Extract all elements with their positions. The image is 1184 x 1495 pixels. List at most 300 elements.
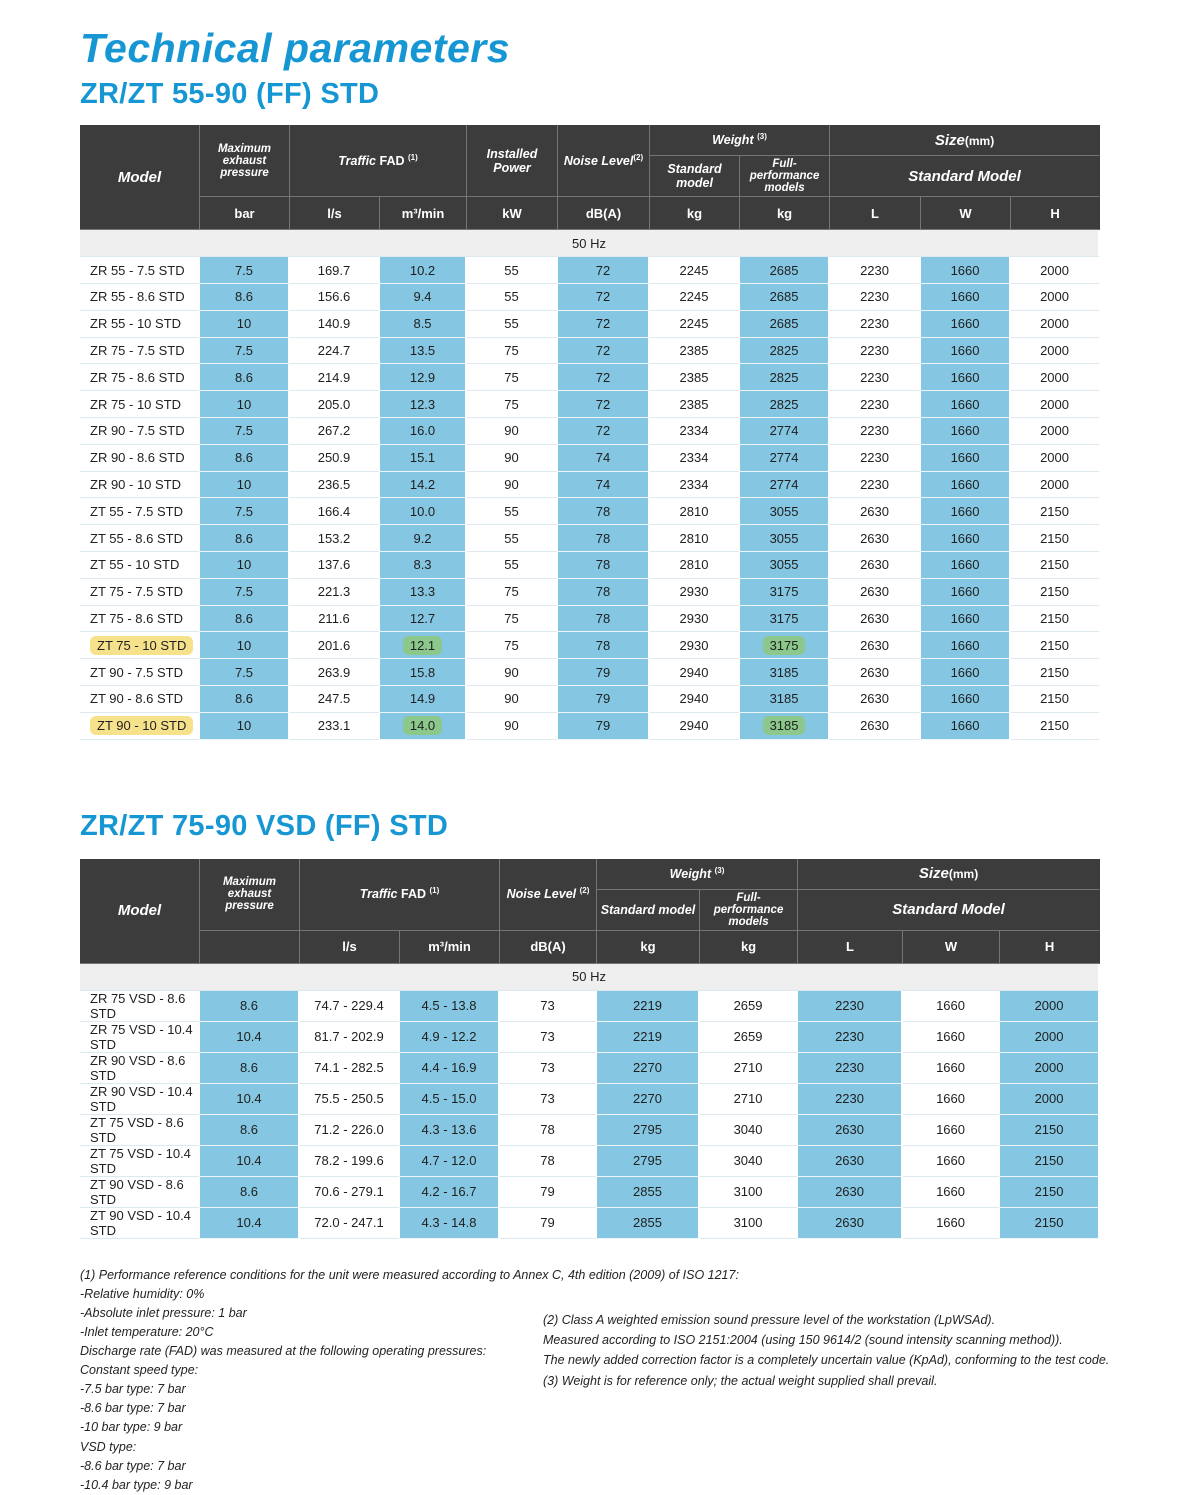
- cell-kg_full: 2710: [700, 1084, 798, 1115]
- cell-ls: 236.5: [290, 472, 380, 499]
- cell-kw: 90: [467, 686, 558, 713]
- cell-m3: 14.2: [380, 472, 467, 499]
- table-row: [80, 659, 1100, 686]
- cell-w: 1660: [903, 1084, 1000, 1115]
- cell-h: 2150: [1011, 632, 1100, 659]
- cell-kg_std: 2270: [597, 1084, 700, 1115]
- footnote-line: VSD type:: [80, 1439, 137, 1454]
- cell-l: 2630: [798, 1146, 903, 1177]
- table1-header-weight-standard: Standard model: [650, 156, 740, 197]
- unit-kg-full: kg: [740, 197, 830, 230]
- cell-model: ZR 75 - 10 STD: [80, 391, 200, 418]
- cell-kg_std: 2855: [597, 1208, 700, 1239]
- cell-kg_std: 2245: [650, 257, 740, 284]
- cell-m3: 13.5: [380, 338, 467, 365]
- cell-kg_full: 2659: [700, 1022, 798, 1053]
- cell-bar: 8.6: [200, 525, 290, 552]
- green-highlight: 3175: [763, 636, 806, 655]
- cell-bar: 7.5: [200, 418, 290, 445]
- cell-kg_std: 2270: [597, 1053, 700, 1084]
- cell-kg_full: 2685: [740, 311, 830, 338]
- cell-dba: 78: [500, 1115, 597, 1146]
- cell-ls: 250.9: [290, 445, 380, 472]
- cell-model: ZT 75 - 8.6 STD: [80, 606, 200, 633]
- cell-ls: 74.1 - 282.5: [300, 1053, 400, 1084]
- yellow-highlight: ZT 90 - 10 STD: [90, 716, 193, 735]
- cell-h: 2000: [1011, 257, 1100, 284]
- cell-bar: 10: [200, 311, 290, 338]
- cell-h: 2150: [1011, 579, 1100, 606]
- table1-header-pressure: Maximum exhaust pressure: [200, 125, 290, 197]
- table-row: [80, 472, 1100, 499]
- footnote-line: -8.6 bar type: 7 bar: [80, 1458, 186, 1473]
- cell-kg_std: 2245: [650, 284, 740, 311]
- cell-dba: 72: [558, 284, 650, 311]
- cell-ls: 81.7 - 202.9: [300, 1022, 400, 1053]
- cell-bar: 7.5: [200, 257, 290, 284]
- cell-l: 2630: [830, 606, 921, 633]
- cell-kw: 75: [467, 338, 558, 365]
- cell-w: 1660: [921, 579, 1011, 606]
- cell-kw: 75: [467, 391, 558, 418]
- cell-h: 2000: [1011, 391, 1100, 418]
- cell-m3: 12.9: [380, 364, 467, 391]
- cell-dba: 72: [558, 257, 650, 284]
- cell-ls: 72.0 - 247.1: [300, 1208, 400, 1239]
- cell-kg_std: 2810: [650, 525, 740, 552]
- cell-dba: 72: [558, 311, 650, 338]
- cell-model: ZT 90 VSD - 8.6 STD: [80, 1177, 200, 1208]
- cell-bar: 8.6: [200, 686, 290, 713]
- cell-m3: 9.4: [380, 284, 467, 311]
- cell-model: ZT 75 - 7.5 STD: [80, 579, 200, 606]
- cell-dba: 78: [558, 498, 650, 525]
- cell-m3: [380, 632, 467, 659]
- table-row: [80, 364, 1100, 391]
- cell-l: 2230: [830, 284, 921, 311]
- table1-header-noise-level: Noise Level$^{(2)}$: [558, 125, 650, 197]
- cell-h: 2000: [1011, 284, 1100, 311]
- cell-model: ZT 75 VSD - 8.6 STD: [80, 1115, 200, 1146]
- cell-l: 2630: [830, 686, 921, 713]
- cell-bar: 10: [200, 713, 290, 740]
- cell-m3: 8.3: [380, 552, 467, 579]
- cell-bar: 8.6: [200, 1115, 300, 1146]
- unit-l: L: [798, 931, 903, 964]
- cell-kw: 90: [467, 659, 558, 686]
- cell-kg_std: 2940: [650, 713, 740, 740]
- cell-w: 1660: [903, 991, 1000, 1022]
- cell-m3: 12.3: [380, 391, 467, 418]
- table1: [80, 125, 1100, 739]
- green-highlight: 12.1: [403, 636, 442, 655]
- cell-w: 1660: [903, 1208, 1000, 1239]
- cell-kg_full: 2825: [740, 391, 830, 418]
- cell-w: 1660: [921, 257, 1011, 284]
- table-row: [80, 1022, 1100, 1053]
- table2-header-size: Size(mm): [798, 859, 1100, 890]
- cell-kg_std: 2219: [597, 991, 700, 1022]
- table1-header-size: Size(mm): [830, 125, 1100, 156]
- cell-dba: 78: [558, 525, 650, 552]
- cell-bar: 8.6: [200, 445, 290, 472]
- cell-w: 1660: [921, 713, 1011, 740]
- frequency-band-label: 50 Hz: [80, 964, 1100, 991]
- cell-model: [80, 632, 200, 659]
- unit-kg-std: kg: [597, 931, 700, 964]
- cell-model: ZR 90 - 8.6 STD: [80, 445, 200, 472]
- cell-kg_full: 2685: [740, 284, 830, 311]
- cell-dba: 74: [558, 445, 650, 472]
- cell-w: 1660: [921, 472, 1011, 499]
- cell-model: ZT 55 - 8.6 STD: [80, 525, 200, 552]
- table-row: [80, 606, 1100, 633]
- cell-kg_std: 2940: [650, 686, 740, 713]
- table1-header-model: Model: [80, 125, 200, 230]
- cell-dba: 72: [558, 364, 650, 391]
- cell-dba: 79: [558, 686, 650, 713]
- cell-m3: 4.2 - 16.7: [400, 1177, 500, 1208]
- cell-m3: 13.3: [380, 579, 467, 606]
- cell-kw: 75: [467, 364, 558, 391]
- cell-ls: 78.2 - 199.6: [300, 1146, 400, 1177]
- table2-header-weight: Weight $^{(3)}$: [597, 859, 798, 890]
- cell-kw: 90: [467, 445, 558, 472]
- table-row: [80, 391, 1100, 418]
- cell-w: 1660: [921, 632, 1011, 659]
- cell-h: 2150: [1011, 552, 1100, 579]
- cell-l: 2230: [830, 364, 921, 391]
- cell-l: 2630: [830, 498, 921, 525]
- cell-m3: 15.1: [380, 445, 467, 472]
- cell-kw: 90: [467, 713, 558, 740]
- cell-model: ZR 90 - 7.5 STD: [80, 418, 200, 445]
- cell-m3: 4.3 - 13.6: [400, 1115, 500, 1146]
- cell-kg_full: 2774: [740, 445, 830, 472]
- cell-kg_std: 2795: [597, 1115, 700, 1146]
- cell-w: 1660: [921, 659, 1011, 686]
- table-row: [80, 991, 1100, 1022]
- cell-ls: 75.5 - 250.5: [300, 1084, 400, 1115]
- cell-dba: 79: [558, 713, 650, 740]
- table-row: [80, 686, 1100, 713]
- cell-h: 2000: [1011, 418, 1100, 445]
- cell-dba: 78: [558, 606, 650, 633]
- unit-l: L: [830, 197, 921, 230]
- cell-h: 2000: [1011, 364, 1100, 391]
- cell-bar: 7.5: [200, 498, 290, 525]
- table-row: [80, 338, 1100, 365]
- table2-header-weight-standard: Standard model: [597, 890, 700, 931]
- cell-kg_std: 2795: [597, 1146, 700, 1177]
- cell-l: 2230: [830, 311, 921, 338]
- table-row: [80, 1084, 1100, 1115]
- unit-bar: bar: [200, 197, 290, 230]
- cell-m3: 10.2: [380, 257, 467, 284]
- unit-kg-std: kg: [650, 197, 740, 230]
- cell-model: ZR 75 VSD - 8.6 STD: [80, 991, 200, 1022]
- cell-h: 2000: [1000, 1084, 1100, 1115]
- cell-kw: 55: [467, 284, 558, 311]
- cell-kg_full: 3055: [740, 498, 830, 525]
- cell-kg_full: 3175: [740, 579, 830, 606]
- cell-ls: 221.3: [290, 579, 380, 606]
- cell-l: 2230: [798, 1053, 903, 1084]
- cell-ls: 247.5: [290, 686, 380, 713]
- footnote-line: Constant speed type:: [80, 1363, 199, 1378]
- unit-pressure-empty: [200, 931, 300, 964]
- cell-w: 1660: [903, 1177, 1000, 1208]
- table-row: [80, 1177, 1100, 1208]
- footnote-line: -Absolute inlet pressure: 1 bar: [80, 1305, 247, 1320]
- unit-m3min: m³/min: [400, 931, 500, 964]
- cell-h: 2000: [1011, 472, 1100, 499]
- table2-header-model: Model: [80, 859, 200, 964]
- cell-model: ZR 90 - 10 STD: [80, 472, 200, 499]
- green-highlight: 14.0: [403, 716, 442, 735]
- cell-ls: 263.9: [290, 659, 380, 686]
- cell-l: 2230: [830, 418, 921, 445]
- cell-dba: 73: [500, 1084, 597, 1115]
- footnote-line: (3) Weight is for reference only; the actual weight supplied shall prevail.: [543, 1373, 938, 1388]
- cell-h: 2000: [1011, 445, 1100, 472]
- cell-kg_full: 2685: [740, 257, 830, 284]
- cell-kg_std: 2385: [650, 391, 740, 418]
- cell-kg_std: 2810: [650, 498, 740, 525]
- cell-w: 1660: [903, 1115, 1000, 1146]
- footnote-line: -Inlet temperature: 20°C: [80, 1325, 214, 1339]
- cell-model: ZR 55 - 10 STD: [80, 311, 200, 338]
- cell-ls: 205.0: [290, 391, 380, 418]
- cell-model: ZT 55 - 7.5 STD: [80, 498, 200, 525]
- table1-header-traffic-fad: Traffic FAD $^{(1)}$: [290, 125, 467, 197]
- cell-model: ZR 75 - 7.5 STD: [80, 338, 200, 365]
- unit-w: W: [903, 931, 1000, 964]
- cell-kg_full: 2825: [740, 338, 830, 365]
- cell-dba: 79: [500, 1177, 597, 1208]
- cell-w: 1660: [921, 606, 1011, 633]
- table-row: [80, 525, 1100, 552]
- cell-kg_std: 2930: [650, 632, 740, 659]
- cell-dba: 73: [500, 1022, 597, 1053]
- cell-dba: 79: [558, 659, 650, 686]
- table-row: [80, 445, 1100, 472]
- cell-l: 2630: [830, 632, 921, 659]
- cell-l: 2630: [798, 1208, 903, 1239]
- cell-m3: 4.5 - 13.8: [400, 991, 500, 1022]
- cell-model: ZT 75 VSD - 10.4 STD: [80, 1146, 200, 1177]
- yellow-highlight: ZT 75 - 10 STD: [90, 636, 193, 655]
- cell-model: ZR 55 - 7.5 STD: [80, 257, 200, 284]
- cell-bar: 8.6: [200, 606, 290, 633]
- cell-ls: 233.1: [290, 713, 380, 740]
- cell-model: ZR 75 - 8.6 STD: [80, 364, 200, 391]
- table1-header-weight: Weight $^{(3)}$: [650, 125, 830, 156]
- frequency-band-label: 50 Hz: [80, 230, 1100, 257]
- table1-body: [80, 230, 1100, 739]
- cell-bar: 7.5: [200, 338, 290, 365]
- cell-w: 1660: [921, 498, 1011, 525]
- cell-w: 1660: [921, 445, 1011, 472]
- cell-kg_std: 2334: [650, 445, 740, 472]
- cell-bar: 10: [200, 552, 290, 579]
- unit-ls: l/s: [300, 931, 400, 964]
- table-row: [80, 552, 1100, 579]
- cell-l: 2230: [830, 445, 921, 472]
- cell-model: ZT 90 - 8.6 STD: [80, 686, 200, 713]
- cell-bar: 10.4: [200, 1022, 300, 1053]
- cell-h: 2000: [1011, 338, 1100, 365]
- unit-m3min: m³/min: [380, 197, 467, 230]
- cell-kg_std: 2855: [597, 1177, 700, 1208]
- frequency-band-row: [80, 964, 1100, 991]
- cell-m3: 12.7: [380, 606, 467, 633]
- unit-h: H: [1000, 931, 1100, 964]
- cell-w: 1660: [921, 552, 1011, 579]
- cell-kg_full: 2825: [740, 364, 830, 391]
- cell-w: 1660: [903, 1053, 1000, 1084]
- cell-l: 2630: [798, 1115, 903, 1146]
- table-row: [80, 257, 1100, 284]
- footnote-line: (2) Class A weighted emission sound pressure level of the workstation (LpWSAd).: [543, 1312, 996, 1327]
- table-row: [80, 579, 1100, 606]
- cell-m3: 4.5 - 15.0: [400, 1084, 500, 1115]
- green-highlight: 3185: [763, 716, 806, 735]
- cell-ls: 156.6: [290, 284, 380, 311]
- table-row: [80, 632, 1100, 659]
- cell-kw: 55: [467, 552, 558, 579]
- cell-kg_std: 2940: [650, 659, 740, 686]
- cell-dba: 78: [558, 579, 650, 606]
- cell-bar: 10: [200, 472, 290, 499]
- cell-ls: 214.9: [290, 364, 380, 391]
- cell-kg_full: 2774: [740, 418, 830, 445]
- cell-bar: 8.6: [200, 991, 300, 1022]
- cell-w: 1660: [921, 311, 1011, 338]
- table2-header-weight-full: Full-performance models: [700, 890, 798, 931]
- cell-w: 1660: [903, 1022, 1000, 1053]
- cell-h: 2150: [1011, 686, 1100, 713]
- unit-w: W: [921, 197, 1011, 230]
- table1-header-size-standard: Standard Model: [830, 156, 1100, 197]
- table-row: [80, 311, 1100, 338]
- cell-bar: 8.6: [200, 284, 290, 311]
- cell-l: 2630: [830, 659, 921, 686]
- footnote-line: The newly added correction factor is a completely uncertain value (KpAd), conforming to the test code.: [543, 1353, 1110, 1368]
- footnote-line: -8.6 bar type: 7 bar: [80, 1401, 186, 1416]
- cell-m3: 4.3 - 14.8: [400, 1208, 500, 1239]
- table1-title: ZR/ZT 55-90 (FF) STD: [80, 78, 380, 111]
- cell-kg_full: 3175: [740, 606, 830, 633]
- cell-kg_full: 3040: [700, 1115, 798, 1146]
- cell-h: 2150: [1011, 713, 1100, 740]
- cell-kg_std: 2385: [650, 364, 740, 391]
- cell-w: 1660: [921, 338, 1011, 365]
- cell-w: 1660: [921, 364, 1011, 391]
- cell-l: 2230: [830, 257, 921, 284]
- cell-l: 2230: [798, 991, 903, 1022]
- cell-kg_full: 3100: [700, 1177, 798, 1208]
- cell-m3: 9.2: [380, 525, 467, 552]
- table-row: [80, 1208, 1100, 1239]
- cell-m3: 16.0: [380, 418, 467, 445]
- cell-m3: 4.4 - 16.9: [400, 1053, 500, 1084]
- table-row: [80, 418, 1100, 445]
- table2: [80, 859, 1100, 1239]
- cell-kg_std: 2219: [597, 1022, 700, 1053]
- cell-h: 2000: [1011, 311, 1100, 338]
- cell-kg_std: 2930: [650, 579, 740, 606]
- cell-h: 2150: [1011, 525, 1100, 552]
- table-row: [80, 1115, 1100, 1146]
- cell-ls: 166.4: [290, 498, 380, 525]
- cell-h: 2150: [1000, 1208, 1100, 1239]
- cell-kw: 55: [467, 525, 558, 552]
- cell-bar: 8.6: [200, 364, 290, 391]
- table-row: [80, 284, 1100, 311]
- cell-l: 2630: [830, 713, 921, 740]
- cell-dba: 78: [558, 632, 650, 659]
- cell-kg_std: 2334: [650, 472, 740, 499]
- cell-model: [80, 713, 200, 740]
- cell-ls: 137.6: [290, 552, 380, 579]
- unit-kw: kW: [467, 197, 558, 230]
- cell-model: ZT 55 - 10 STD: [80, 552, 200, 579]
- cell-h: 2000: [1000, 991, 1100, 1022]
- table2-title: ZR/ZT 75-90 VSD (FF) STD: [80, 809, 449, 842]
- cell-w: 1660: [903, 1146, 1000, 1177]
- cell-kg_full: [740, 632, 830, 659]
- cell-ls: 224.7: [290, 338, 380, 365]
- cell-h: 2150: [1000, 1146, 1100, 1177]
- cell-dba: 78: [558, 552, 650, 579]
- cell-kg_full: 3040: [700, 1146, 798, 1177]
- cell-kg_full: [740, 713, 830, 740]
- frequency-band-row: [80, 230, 1100, 257]
- unit-dba: dB(A): [558, 197, 650, 230]
- footnote-line: Discharge rate (FAD) was measured at the following operating pressures:: [80, 1344, 487, 1359]
- cell-ls: 140.9: [290, 311, 380, 338]
- cell-kw: 90: [467, 418, 558, 445]
- cell-kw: 55: [467, 257, 558, 284]
- cell-m3: [380, 713, 467, 740]
- footnote-line: -10 bar type: 9 bar: [80, 1420, 183, 1435]
- footnote-line: -10.4 bar type: 9 bar: [80, 1477, 193, 1492]
- cell-model: ZT 90 - 7.5 STD: [80, 659, 200, 686]
- table1-header-weight-full: Full-performance models: [740, 156, 830, 197]
- cell-model: ZR 90 VSD - 10.4 STD: [80, 1084, 200, 1115]
- cell-dba: 79: [500, 1208, 597, 1239]
- cell-bar: 7.5: [200, 579, 290, 606]
- cell-kg_full: 2659: [700, 991, 798, 1022]
- table2-header-pressure: Maximum exhaust pressure: [200, 859, 300, 931]
- cell-l: 2230: [798, 1084, 903, 1115]
- cell-bar: 10.4: [200, 1084, 300, 1115]
- cell-kg_full: 3185: [740, 686, 830, 713]
- cell-w: 1660: [921, 418, 1011, 445]
- cell-kg_std: 2810: [650, 552, 740, 579]
- cell-ls: 211.6: [290, 606, 380, 633]
- cell-l: 2630: [830, 552, 921, 579]
- table2-header-noise-level: Noise Level $^{(2)}$: [500, 859, 597, 931]
- footnote-line: Measured according to ISO 2151:2004 (using 150 9614/2 (sound intensity scanning method)).: [543, 1333, 1063, 1348]
- footnote-line: -7.5 bar type: 7 bar: [80, 1382, 186, 1397]
- cell-h: 2150: [1011, 606, 1100, 633]
- cell-dba: 73: [500, 1053, 597, 1084]
- cell-h: 2150: [1011, 659, 1100, 686]
- cell-bar: 8.6: [200, 1177, 300, 1208]
- cell-dba: 78: [500, 1146, 597, 1177]
